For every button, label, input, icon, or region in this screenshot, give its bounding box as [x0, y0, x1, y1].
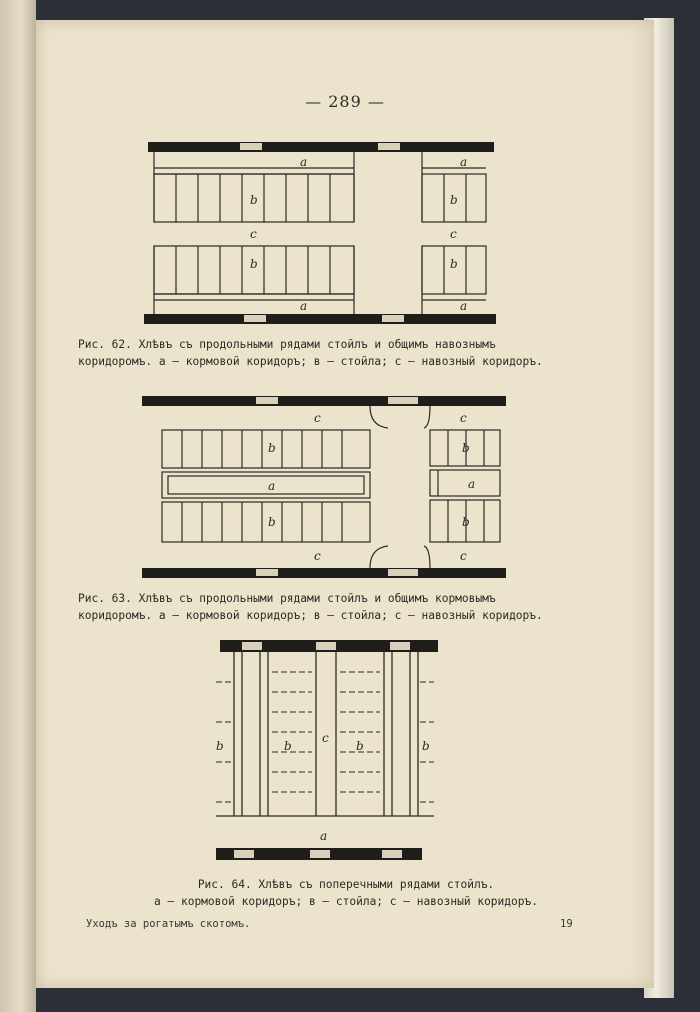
fig63-label-b-upper-right: b: [462, 441, 470, 455]
running-footer: Уходъ за рогатымъ скотомъ.: [86, 918, 251, 930]
fig63-label-b-lower-right: b: [462, 515, 470, 529]
fig63-label-a-right: a: [468, 477, 476, 491]
page-number: — 289 —: [305, 92, 385, 111]
previous-page-edge: [0, 0, 36, 1012]
fig63-label-c-top: c: [314, 411, 321, 425]
fig64-label-b-left: b: [284, 739, 292, 753]
fig63-label-b-upper: b: [268, 441, 276, 455]
fig63-label-c-bottom: c: [314, 549, 321, 563]
figure-63-caption: [78, 590, 638, 624]
figure-64-caption-line2: a — кормовой коридоръ; в — стойла; c — навозный коридоръ.: [154, 895, 538, 908]
figure-63-caption-line1: Рис. 63. Хлѣвъ съ продольными рядами стойлъ и общимъ кормовымъ: [78, 592, 496, 605]
figure-62-caption-line2: коридоромъ. a — кормовой коридоръ; в — стойла; c — навозный коридоръ.: [78, 355, 543, 368]
fig63-label-c-top-right: c: [460, 411, 467, 425]
fig62-label-b-upper-right: b: [450, 193, 458, 207]
figure-64-diagram: [212, 636, 442, 866]
fig64-label-b-right: b: [356, 739, 364, 753]
fig62-label-a-top-right: a: [460, 155, 468, 169]
fig62-label-c-right: c: [450, 227, 457, 241]
figure-64-caption-line1: Рис. 64. Хлѣвъ съ поперечными рядами стойлъ.: [197, 878, 495, 891]
figure-62-caption: [78, 336, 638, 370]
fig64-label-a: a: [320, 829, 328, 843]
fig62-label-a-bottom-right: a: [460, 299, 468, 313]
fig63-label-b-lower: b: [268, 515, 276, 529]
fig64-label-b-far-left: b: [216, 739, 224, 753]
fig63-label-c-bottom-right: c: [460, 549, 467, 563]
figure-62-diagram: [140, 138, 500, 328]
fig62-label-a-bottom: a: [300, 299, 308, 313]
fig64-label-b-far-right: b: [422, 739, 430, 753]
fig64-label-c: c: [322, 731, 329, 745]
figure-64-caption: [76, 876, 616, 910]
fig62-label-a-top: a: [300, 155, 308, 169]
fig62-label-b-lower-right: b: [450, 257, 458, 271]
signature-mark: 19: [560, 918, 573, 930]
fig62-label-b-lower: b: [250, 257, 258, 271]
previous-page-text-fragment: [0, 80, 34, 980]
figure-63-diagram: [138, 392, 508, 584]
fig62-label-c: c: [250, 227, 257, 241]
fig62-label-b-upper: b: [250, 193, 258, 207]
book-page: [36, 20, 654, 988]
figure-63-caption-line2: коридоромъ. a — кормовой коридоръ; в — стойла; c — навозный коридоръ.: [78, 609, 543, 622]
fig63-label-a: a: [268, 479, 276, 493]
figure-62-caption-line1: Рис. 62. Хлѣвъ съ продольными рядами стойлъ и общимъ навознымъ: [78, 338, 496, 351]
